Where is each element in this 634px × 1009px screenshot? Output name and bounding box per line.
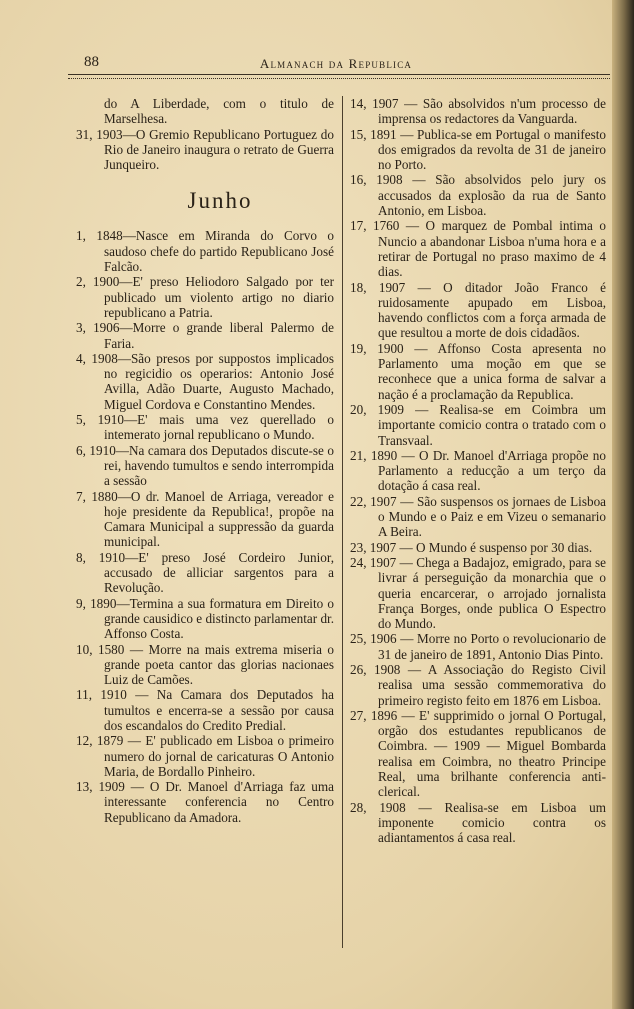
entry-day: 26,: [350, 661, 367, 677]
entry-day: 1,: [76, 228, 86, 244]
entry-text: 1907 — Chega a Badajoz, emigrado, para se livrar á perseguição da monarchia que o queria encarcerar, o arrojado jornalista França Borges, onde publica O Espectro do Mundo.: [369, 554, 606, 632]
entry-text: 1906 — Morre no Porto o revolucionario de 31 de janeiro de 1891, Antonio Dias Pinto.: [370, 631, 606, 662]
entry-day: 24,: [350, 554, 367, 570]
list-item: [76, 596, 334, 642]
entry-text: 1907 — São suspensos os jornaes de Lisboa o Mundo e o Paiz e em Vizeu o semanario A Beira.: [370, 493, 607, 540]
list-item: [76, 550, 334, 596]
list-item: [350, 218, 606, 279]
entry-day: 15,: [350, 126, 367, 142]
entry-text: 1908 — Realisa-se em Lisboa um imponente comicio contra os adiantamentos á casa real.: [378, 799, 607, 846]
entry-day: 18,: [350, 279, 367, 295]
entry-text: 1910—E' mais uma vez querellado o intemerato jornal republicano o Mundo.: [97, 412, 335, 443]
column-divider: [342, 96, 343, 948]
entry-text: 1909 — O Dr. Manoel d'Arriaga faz uma interessante conferencia no Centro Republicano da Amadora.: [98, 779, 334, 825]
entry-text: 1903—O Gremio Republicano Portuguez do Rio de Janeiro inaugura o retrato de Guerra Junqueiro.: [96, 126, 334, 173]
entry-day: 8,: [76, 549, 86, 565]
month-heading: Junho: [187, 188, 253, 214]
list-item: [76, 127, 334, 173]
entry-day: 27,: [350, 707, 367, 723]
entry-text: 1848—Nasce em Miranda do Corvo o saudoso chefe do partido Republicano José Falcão.: [96, 228, 334, 275]
list-item: [350, 662, 606, 708]
list-item: [76, 274, 334, 320]
june-entries-right: [350, 96, 606, 846]
list-item: [350, 96, 606, 127]
entry-text: 1910—E' preso José Cordeiro Junior, accusado de alliciar sargentos para a Revolução.: [98, 549, 334, 596]
entry-day: 23,: [350, 539, 367, 555]
list-item: [76, 320, 334, 351]
entry-text: 1906—Morre o grande liberal Palermo de Faria.: [93, 320, 334, 351]
list-item: [350, 494, 606, 540]
entry-text: 1908—São presos por suppostos implicados no regicidio os operarios: Antonio José Avilla, Adão Duarte, Augusto Machado, Miguel Cordova e Constantino Mendes.: [91, 350, 334, 412]
entry-text: 1879 — E' publicado em Lisboa o primeiro numero do jornal de caricaturas O Antonio Maria, de Bordallo Pinheiro.: [96, 733, 334, 779]
entry-day: 25,: [350, 631, 367, 647]
list-item: [350, 172, 606, 218]
list-item: [76, 687, 334, 733]
entry-text: 1909 — Realisa-se em Coimbra um importante comicio contra o tratado com o Transvaal.: [377, 401, 606, 448]
list-item: [350, 448, 606, 494]
entry-text: 1890—Termina a sua formatura em Direito o grande causidico e distincto parlamentar dr. Affonso Costa.: [90, 595, 334, 642]
list-item: [350, 555, 606, 631]
entry-text: 1900 — Affonso Costa apresenta no Parlamento uma moção em que se reconhece que a unica forma de salvar a nação é a proclamação da Republica.: [377, 340, 606, 402]
entry-day: 6,: [76, 442, 86, 458]
entry-day: 22,: [350, 493, 367, 509]
entry-day: 10,: [76, 641, 93, 657]
entry-text: 1910—Na camara dos Deputados discute-se o rei, havendo tumultos e sendo interrompida a sessão: [89, 442, 335, 489]
entry-text: 1880—O dr. Manoel de Arriaga, vereador e hoje presidente da Republica!, propõe na Camara Municipal a suppressão da guarda municipal.: [91, 488, 335, 550]
entry-day: 20,: [350, 401, 367, 417]
entry-text: 1908 — A Associação do Registo Civil realisa uma sessão commemorativa do primeiro registo feito em 1876 em Lisboa.: [374, 661, 606, 708]
entry-day: 14,: [350, 96, 367, 111]
list-item: [350, 708, 606, 800]
list-item: [350, 280, 606, 341]
entry-text: 1910 — Na Camara dos Deputados ha tumultos e encerra-se a sessão por causa dos escandalos do Credito Predial.: [100, 687, 334, 733]
list-item: [76, 412, 334, 443]
list-item: [350, 402, 606, 448]
page-header: [62, 52, 610, 74]
list-item: [350, 341, 606, 402]
entry-day: 9,: [76, 595, 86, 611]
entry-text: 1900—E' preso Heliodoro Salgado por ter publicado um violento artigo no diario republicano a Patria.: [92, 274, 334, 320]
list-item: [350, 127, 606, 173]
list-item: [350, 540, 606, 555]
list-item: [76, 228, 334, 274]
entry-text: 1896 — E' supprimido o jornal O Portugal, orgão dos estudantes republicanos de Coimbra. — 1909 — Miguel Bombarda realisa em Coimbra, no theatro Principe Real, uma brilhante conferencia anti-clerical.: [370, 707, 607, 800]
list-item: [76, 779, 334, 825]
entry-day: 12,: [76, 733, 93, 749]
entry-day: 19,: [350, 340, 367, 356]
list-item: [76, 733, 334, 779]
entry-day: 5,: [76, 412, 86, 428]
left-column: [76, 96, 334, 825]
page-number: 88: [84, 54, 99, 70]
entry-day: 3,: [76, 320, 86, 336]
continuation-text: do A Liberdade, com o titulo de Marselhesa.: [104, 96, 334, 127]
list-item: [76, 489, 334, 550]
entry-text: 1891 — Publica-se em Portugal o manifesto dos emigrados da revolta de 31 de janeiro no Porto.: [370, 126, 606, 173]
june-entries-left: [76, 228, 334, 825]
entry-day: 16,: [350, 172, 367, 188]
header-rule: [68, 74, 610, 79]
may-entries: [76, 127, 334, 173]
list-item: [76, 642, 334, 688]
entry-text: 1907 — São absolvidos n'um processo de imprensa os redactores da Vanguarda.: [372, 96, 607, 127]
entry-text: 1907 — O ditador João Franco é ruidosamente apupado em Lisboa, havendo conflictos com a força armada de que resultou a morte de dois cidadãos.: [378, 279, 607, 341]
book-spine-shadow: [612, 0, 634, 1009]
entry-day: 7,: [76, 488, 86, 504]
entry-day: 28,: [350, 799, 367, 815]
list-item: [350, 631, 606, 662]
entry-text: 1580 — Morre na mais extrema miseria o grande poeta cantor das glorias nacionaes Luiz de Camões.: [97, 641, 335, 688]
entry-day: 13,: [76, 779, 93, 795]
entry-day: 17,: [350, 218, 367, 234]
entry-day: 4,: [76, 350, 86, 366]
entry-day: 2,: [76, 274, 86, 290]
entry-text: 1760 — O marquez de Pombal intima o Nuncio a abandonar Lisboa n'uma hora e a retirar de Portugal no praso maximo de 4 dias.: [372, 218, 606, 280]
entry-day: 31,: [76, 126, 93, 142]
running-title: Almanach da Republica: [259, 56, 413, 71]
entry-day: 11,: [76, 687, 92, 703]
entry-text: 1890 — O Dr. Manoel d'Arriaga propõe no Parlamento a reducção a um terço da dotação á casa real.: [370, 447, 606, 494]
list-item: [350, 800, 606, 846]
list-item: [76, 443, 334, 489]
right-column: [350, 96, 606, 846]
entry-text: 1908 — São absolvidos pelo jury os accusados da explosão da rua de Santo Antonio, em Lisboa.: [376, 172, 607, 219]
list-item: [76, 351, 334, 412]
entry-day: 21,: [350, 447, 367, 463]
entry-text: 1907 — O Mundo é suspenso por 30 dias.: [369, 539, 593, 555]
